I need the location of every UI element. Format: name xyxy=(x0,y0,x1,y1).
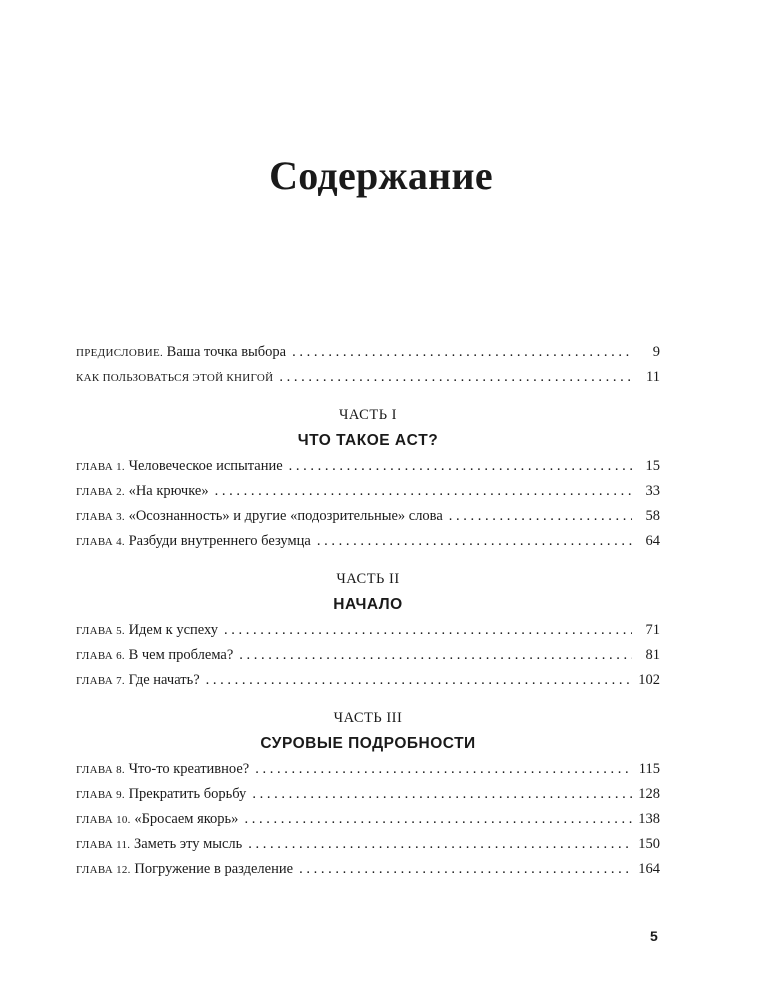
entry-page-number: 150 xyxy=(638,836,660,852)
table-of-contents xyxy=(76,344,660,886)
entry-page-number: 33 xyxy=(645,483,660,499)
entry-title: В чем проблема? xyxy=(128,647,234,663)
part-title: СУРОВЫЕ ПОДРОБНОСТИ xyxy=(260,735,476,752)
entry-title: Погружение в разделение xyxy=(134,861,294,877)
entry-prefix: ГЛАВА 5. xyxy=(76,625,125,637)
toc-entry-chapter[interactable] xyxy=(76,622,660,647)
toc-entry-chapter[interactable] xyxy=(76,811,660,836)
entry-title: Что-то креативное? xyxy=(128,761,250,777)
dot-leader xyxy=(279,369,632,386)
part-title: ЧТО ТАКОЕ ACT? xyxy=(297,432,439,449)
entry-page-number: 115 xyxy=(638,761,660,777)
entry-prefix: ГЛАВА 4. xyxy=(76,536,125,548)
dot-leader xyxy=(224,622,632,639)
toc-entry-how-to-use[interactable] xyxy=(76,369,660,394)
toc-entry-chapter[interactable] xyxy=(76,508,660,533)
entry-prefix: КАК ПОЛЬЗОВАТЬСЯ ЭТОЙ КНИГОЙ xyxy=(76,372,274,384)
entry-prefix: ГЛАВА 10. xyxy=(76,814,131,826)
entry-page-number: 71 xyxy=(645,622,660,638)
page-title: Содержание xyxy=(269,153,493,198)
dot-leader xyxy=(289,458,632,475)
dot-leader xyxy=(252,786,632,803)
toc-entry-preface[interactable] xyxy=(76,344,660,369)
entry-title: Человеческое испытание xyxy=(128,458,283,474)
dot-leader xyxy=(248,836,632,853)
toc-entry-chapter[interactable] xyxy=(76,483,660,508)
entry-prefix: ГЛАВА 12. xyxy=(76,864,131,876)
entry-prefix: ГЛАВА 9. xyxy=(76,789,125,801)
entry-title: «На крючке» xyxy=(128,483,209,499)
toc-entry-chapter[interactable] xyxy=(76,458,660,483)
dot-leader xyxy=(317,533,632,550)
dot-leader xyxy=(449,508,632,525)
part-label: ЧАСТЬ III xyxy=(333,710,403,726)
entry-title: Заметь эту мысль xyxy=(133,836,243,852)
entry-title: Прекратить борьбу xyxy=(128,786,247,802)
entry-prefix: ГЛАВА 7. xyxy=(76,675,125,687)
entry-page-number: 81 xyxy=(645,647,660,663)
entry-page-number: 9 xyxy=(652,344,660,360)
entry-page-number: 128 xyxy=(638,786,660,802)
entry-title: Ваша точка выбора xyxy=(166,344,287,360)
toc-entry-chapter[interactable] xyxy=(76,647,660,672)
page-number: 5 xyxy=(650,928,658,944)
entry-title: Идем к успеху xyxy=(128,622,218,638)
toc-entry-chapter[interactable] xyxy=(76,672,660,697)
part-title: НАЧАЛО xyxy=(333,596,403,613)
toc-entry-chapter[interactable] xyxy=(76,861,660,886)
entry-page-number: 102 xyxy=(638,672,660,688)
dot-leader xyxy=(206,672,632,689)
dot-leader xyxy=(244,811,632,828)
entry-title: Разбуди внутреннего безумца xyxy=(128,533,311,549)
entry-prefix: ПРЕДИСЛОВИЕ. xyxy=(76,347,164,359)
entry-page-number: 15 xyxy=(645,458,660,474)
entry-prefix: ГЛАВА 8. xyxy=(76,764,125,776)
entry-title: «Осознанность» и другие «подозрительные» слова xyxy=(128,508,443,524)
part-label: ЧАСТЬ I xyxy=(339,407,397,423)
entry-prefix: ГЛАВА 11. xyxy=(76,839,131,851)
entry-page-number: 64 xyxy=(645,533,660,549)
dot-leader xyxy=(215,483,632,500)
entry-page-number: 58 xyxy=(645,508,660,524)
dot-leader xyxy=(292,344,632,361)
entry-prefix: ГЛАВА 2. xyxy=(76,486,125,498)
toc-entry-chapter[interactable] xyxy=(76,836,660,861)
toc-entry-chapter[interactable] xyxy=(76,786,660,811)
dot-leader xyxy=(255,761,632,778)
entry-prefix: ГЛАВА 3. xyxy=(76,511,125,523)
entry-title: Где начать? xyxy=(128,672,200,688)
entry-prefix: ГЛАВА 1. xyxy=(76,461,125,473)
entry-prefix: ГЛАВА 6. xyxy=(76,650,125,662)
entry-page-number: 138 xyxy=(638,811,660,827)
part-label: ЧАСТЬ II xyxy=(336,571,400,587)
entry-page-number: 164 xyxy=(638,861,660,877)
toc-entry-chapter[interactable] xyxy=(76,533,660,558)
dot-leader xyxy=(239,647,632,664)
dot-leader xyxy=(299,861,632,878)
toc-entry-chapter[interactable] xyxy=(76,761,660,786)
entry-title: «Бросаем якорь» xyxy=(134,811,239,827)
entry-page-number: 11 xyxy=(646,369,660,385)
